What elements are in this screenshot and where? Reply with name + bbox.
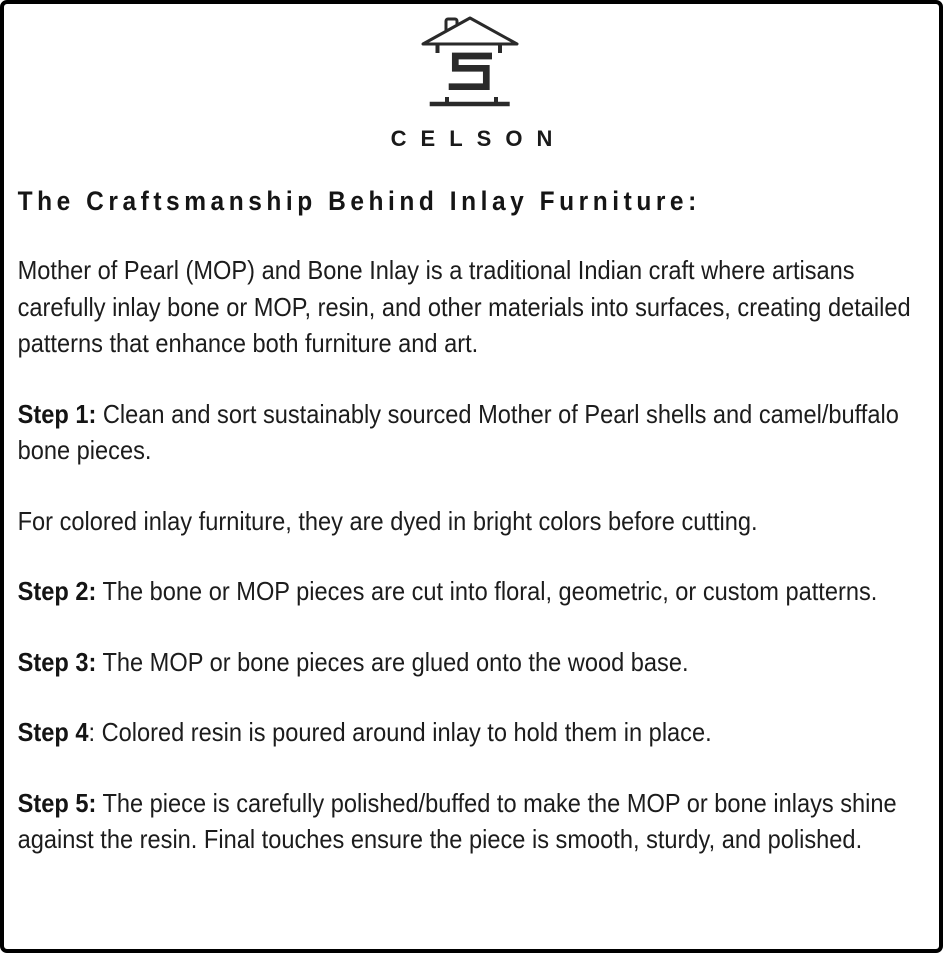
step-2-paragraph [18,573,926,610]
step-4-text: : Colored resin is poured around inlay to hold them in place. [88,717,712,747]
brand-logo [417,10,527,110]
roof-shape [423,18,517,44]
step-5-paragraph [18,785,926,858]
intro-paragraph [18,252,926,362]
step-5-text: The piece is carefully polished/buffed to make the MOP or bone inlays shine against the resin. Final touches ensure the piece is smooth, sturdy, and polished. [17,787,897,854]
dye-note-paragraph [18,503,926,540]
house-with-s-monogram-icon [417,10,527,110]
dye-note-text: For colored inlay furniture, they are dyed in bright colors before cutting. [17,505,758,536]
step-1-paragraph [18,396,926,469]
s-monogram-shape [448,56,491,87]
step-3-text: The MOP or bone pieces are glued onto the wood base. [96,646,689,677]
step-3-label: Step 3: [17,646,97,677]
step-4-paragraph [18,714,926,751]
step-3-paragraph [18,644,926,681]
step-4-label: Step 4 [17,717,89,747]
step-2-text: The bone or MOP pieces are cut into floral, geometric, or custom patterns. [96,576,878,606]
article-body [4,152,939,858]
brand-name: CELSON [390,126,567,151]
step-5-label: Step 5: [17,787,97,818]
page-title: The Craftsmanship Behind Inlay Furniture: [17,186,701,216]
step-2-label: Step 2: [17,576,97,606]
intro-text: Mother of Pearl (MOP) and Bone Inlay is a traditional Indian craft where artisans carefully inlay bone or MOP, resin, and other materials into surfaces, creating detailed patterns that enhance both furniture and art. [17,255,911,358]
step-1-text: Clean and sort sustainably sourced Mother of Pearl shells and camel/buffalo bone pieces. [17,398,899,465]
step-1-label: Step 1: [17,398,97,429]
